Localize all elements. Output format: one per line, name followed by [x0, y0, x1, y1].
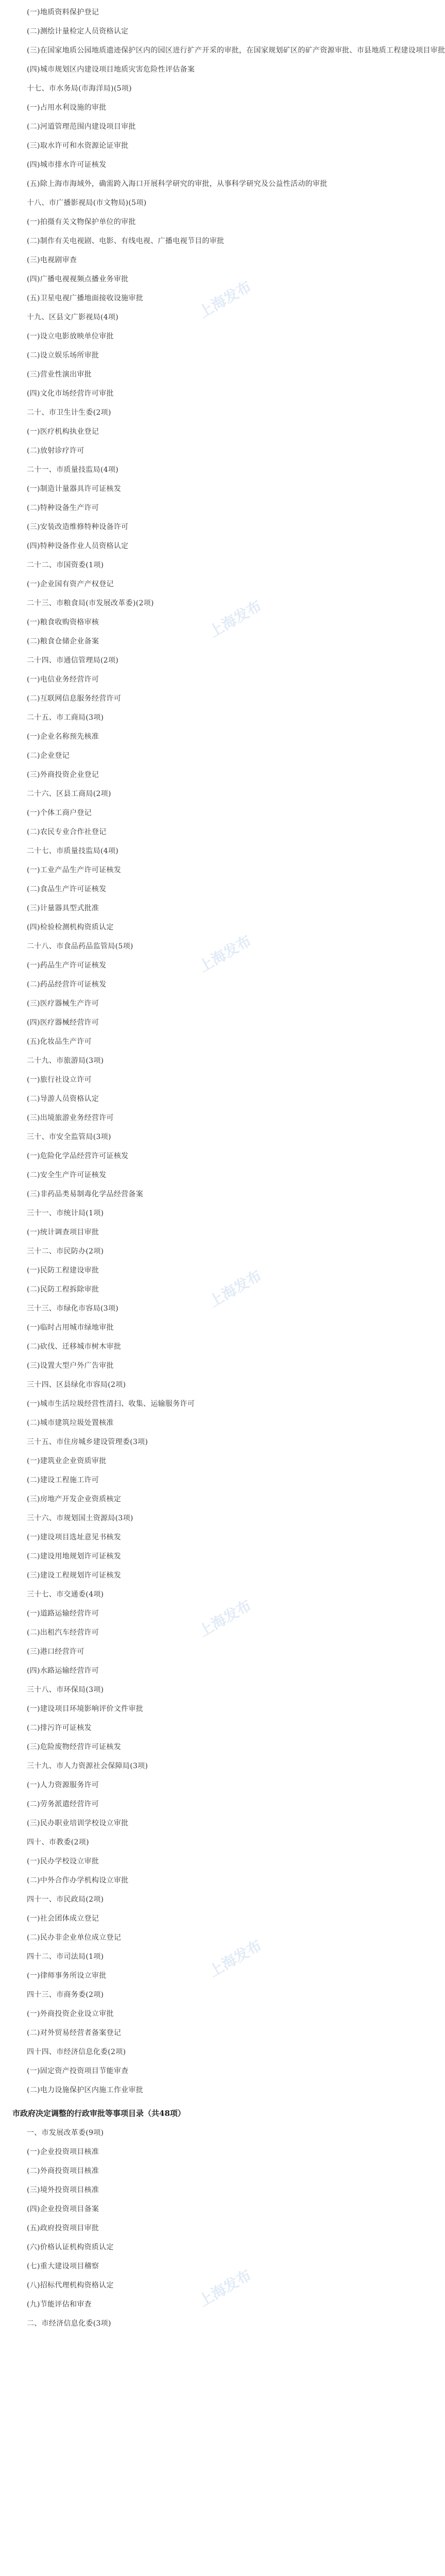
document-line: (五)政府投资项目审批	[27, 2224, 99, 2232]
document-list-part1	[12, 3, 445, 2100]
document-line: 十八、市广播影视局(市文物局)(5项)	[27, 199, 147, 207]
document-line: (三)建设工程规划许可证核发	[27, 1571, 122, 1580]
document-line: (一)危险化学品经营许可证核发	[27, 1152, 129, 1160]
watermark-logo: 上海发布	[196, 2266, 254, 2310]
document-line: (一)粮食收购资格审核	[27, 618, 99, 626]
document-line: 二十八、市食品药品监管局(5项)	[27, 942, 133, 951]
document-line: 二十一、市质量技监局(4项)	[27, 466, 119, 474]
document-line: (二)砍伐、迁移城市树木审批	[27, 1343, 122, 1351]
document-line: 三十二、市民防办(2项)	[27, 1247, 104, 1256]
document-line: 三十三、市绿化市容局(3项)	[27, 1304, 119, 1313]
document-line: 二、市经济信息化委(3项)	[27, 2319, 111, 2328]
document-line: (五)化妆品生产许可	[27, 1038, 92, 1046]
document-line: (一)企业国有资产产权登记	[27, 580, 114, 588]
document-line: (一)设立电影放映单位审批	[27, 332, 114, 341]
document-line: (二)企业登记	[27, 752, 70, 760]
document-line: (二)外商投资项目核准	[27, 2167, 99, 2175]
document-line: (一)制造计量器具许可证核发	[27, 485, 122, 493]
document-line: 三十一、市统计局(1项)	[27, 1209, 104, 1217]
document-line: (二)放射诊疗许可	[27, 447, 84, 455]
document-line: (二)建设用地规划许可证核发	[27, 1552, 122, 1561]
document-line: 三十四、区县绿化市容局(2项)	[27, 1381, 126, 1389]
document-line: (一)城市生活垃圾经营性清扫、收集、运输服务许可	[27, 1400, 195, 1408]
document-line: 二十五、市工商局(3项)	[27, 714, 104, 722]
document-line: (二)安全生产许可证核发	[27, 1171, 107, 1179]
document-line: (二)食品生产许可证核发	[27, 885, 107, 893]
document-line: (一)企业投资项目核准	[27, 2148, 99, 2156]
document-line: (五)卫星电视广播地面接收设施审批	[27, 294, 144, 302]
document-line: (三)境外投资项目核准	[27, 2186, 99, 2194]
document-line: (二)电力设施保护区内施工作业审批	[27, 2086, 144, 2094]
document-line: (二)设立娱乐场所审批	[27, 351, 99, 360]
document-line: (四)城市排水许可证核发	[27, 161, 107, 169]
document-line: (三)计量器具型式批准	[27, 904, 99, 912]
document-line: (一)民防工程建设审批	[27, 1266, 99, 1275]
document-line: 一、市发展改革委(9项)	[27, 2129, 104, 2137]
document-line: (二)制作有关电视剧、电影、有线电视、广播电视节目的审批	[27, 237, 225, 245]
document-line: (一)建设项目选址意见书核发	[27, 1533, 122, 1541]
document-line: 二十七、市质量技监局(4项)	[27, 847, 119, 855]
document-line: 二十四、市通信管理局(2项)	[27, 656, 119, 665]
document-line: (一)占用水利设施的审批	[27, 104, 107, 112]
document-line: 三十五、市住房城乡建设管理委(3项)	[27, 1438, 148, 1446]
document-line: (八)招标代理机构资格认定	[27, 2281, 114, 2290]
document-line: (三)民办职业培训学校设立审批	[27, 1819, 129, 1827]
document-line: 四十一、市民政局(2项)	[27, 1895, 104, 1904]
document-line: (二)粮食仓储企业备案	[27, 637, 99, 646]
document-line: (一)拍摄有关文物保护单位的审批	[27, 218, 136, 226]
watermark-logo: 上海发布	[196, 932, 254, 976]
document-line: (四)文化市场经营许可审批	[27, 389, 114, 398]
document-line: (二)测绘计量检定人员资格认定	[27, 27, 129, 36]
document-line: (二)建设工程施工许可	[27, 1476, 99, 1484]
document-line: (三)取水许可和水资源论证审批	[27, 142, 129, 150]
document-line: (二)药品经营许可证核发	[27, 980, 107, 989]
document-line: (三)外商投资企业登记	[27, 771, 99, 779]
watermark-logo: 上海发布	[206, 597, 265, 641]
document-line: 二十、市卫生计生委(2项)	[27, 409, 111, 417]
document-line: (三)非药品类易制毒化学品经营备案	[27, 1190, 144, 1198]
document-line: 二十九、市旅游局(3项)	[27, 1057, 104, 1065]
document-line: 三十八、市环保局(3项)	[27, 1686, 104, 1694]
document-line: (三)营业性演出审批	[27, 370, 92, 379]
document-line: (一)个体工商户登记	[27, 809, 92, 817]
document-line: (四)检验检测机构资质认定	[27, 923, 114, 931]
section-title: 市政府决定调整的行政审批等事项目录（共48项）	[12, 2109, 185, 2118]
document-line: (二)特种设备生产许可	[27, 504, 99, 512]
document-line: (一)人力资源服务许可	[27, 1781, 99, 1789]
document-line: (三)医疗器械生产许可	[27, 999, 99, 1008]
document-line: (二)中外合作办学机构设立审批	[27, 1876, 129, 1885]
document-line: (一)旅行社设立许可	[27, 1076, 92, 1084]
document-list-part2	[12, 2124, 312, 2333]
document-line: (九)节能评估和审查	[27, 2300, 92, 2309]
document-line: (一)药品生产许可证核发	[27, 961, 107, 970]
document-line: (四)城市规划区内建设项目地质灾害危险性评估备案	[27, 65, 195, 74]
document-line: (三)港口经营许可	[27, 1648, 84, 1656]
document-line: (二)出租汽车经营许可	[27, 1629, 99, 1637]
document-line: (四)企业投资项目备案	[27, 2205, 99, 2213]
document-line: (一)建筑业企业资质审批	[27, 1457, 107, 1465]
document-line: (三)安装改造维修特种设备许可	[27, 523, 129, 531]
document-line: (一)临时占用城市绿地审批	[27, 1324, 114, 1332]
document-line: (二)排污许可证核发	[27, 1724, 92, 1732]
document-line: 二十三、市粮食局(市发展改革委)(2项)	[27, 599, 154, 607]
document-line: (一)外商投资企业设立审批	[27, 2010, 114, 2018]
document-line: (三)电视剧审查	[27, 256, 77, 264]
document-line: (四)特种设备作业人员资格认定	[27, 542, 129, 550]
document-line: (三)在国家地质公园地质遗迹保护区内的园区进行扩产开采的审批，在国家规划矿区的矿产资源审批、市县地质工程建设项目审批	[27, 46, 445, 55]
document-line: (一)电信业务经营许可	[27, 675, 99, 684]
document-line: (三)危险废物经营许可证核发	[27, 1743, 122, 1751]
document-line: (六)价格认证机构资质认定	[27, 2243, 114, 2251]
document-line: (五)除上海市海域外，确需跨入海口开展科学研究的审批，从事科学研究及公益性活动的审批	[27, 180, 328, 188]
document-line: (四)广播电视视频点播业务审批	[27, 275, 129, 283]
document-line: (二)对外贸易经营者备案登记	[27, 2029, 122, 2037]
document-line: (一)建设项目环境影响评价文件审批	[27, 1705, 144, 1713]
document-line: (四)水路运输经营许可	[27, 1667, 99, 1675]
document-line: (三)设置大型户外广告审批	[27, 1362, 114, 1370]
document-line: 二十六、区县工商局(2项)	[27, 790, 111, 798]
document-line: 四十二、市司法局(1项)	[27, 1953, 104, 1961]
document-line: 十七、市水务局(市海洋局)(5项)	[27, 84, 132, 93]
document-line: (一)地质资料保护登记	[27, 8, 99, 16]
document-line: (一)统计调查项目审批	[27, 1228, 99, 1236]
document-line: 四十三、市商务委(2项)	[27, 1991, 104, 1999]
document-line: 四十四、市经济信息化委(2项)	[27, 2048, 126, 2056]
document-line: (二)互联网信息服务经营许可	[27, 694, 122, 703]
document-line: 二十二、市国资委(1项)	[27, 561, 104, 569]
document-line: (二)劳务派遣经营许可	[27, 1800, 99, 1808]
document-line: (二)河道管理范围内建设项目审批	[27, 123, 136, 131]
document-line: 三十、市安全监管局(3项)	[27, 1133, 111, 1141]
document-line: (七)重大建设项目稽察	[27, 2262, 99, 2270]
watermark-logo: 上海发布	[206, 1937, 265, 1980]
watermark-logo: 上海发布	[196, 278, 254, 321]
document-line: 三十九、市人力资源社会保障局(3项)	[27, 1762, 148, 1770]
document-line: (二)城市建筑垃圾处置核准	[27, 1419, 114, 1427]
document-line: (一)固定资产投资项目节能审查	[27, 2067, 129, 2075]
document-line: (二)导游人员资格认定	[27, 1095, 99, 1103]
document-line: 三十六、市规划国土资源局(3项)	[27, 1514, 133, 1522]
document-line: (一)律师事务所设立审批	[27, 1972, 107, 1980]
document-line: 三十七、市交通委(4项)	[27, 1590, 104, 1599]
document-line: (二)民办非企业单位成立登记	[27, 1934, 122, 1942]
document-line: (一)民办学校设立审批	[27, 1857, 99, 1866]
watermark-logo: 上海发布	[206, 1267, 265, 1311]
document-line: (一)医疗机构执业登记	[27, 428, 99, 436]
document-line: (二)农民专业合作社登记	[27, 828, 107, 836]
document-line: (一)社会团体成立登记	[27, 1914, 99, 1923]
document-line: (一)道路运输经营许可	[27, 1609, 99, 1618]
document-line: 四十、市教委(2项)	[27, 1838, 89, 1846]
document-line: (三)房地产开发企业资质核定	[27, 1495, 122, 1503]
document-line: (一)工业产品生产许可证核发	[27, 866, 122, 874]
document-line: (三)出境旅游业务经营许可	[27, 1114, 114, 1122]
document-line: (二)民防工程拆除审批	[27, 1285, 99, 1294]
document-line: (一)企业名称预先核准	[27, 733, 99, 741]
document-line: 十九、区县文广影视局(4项)	[27, 313, 119, 321]
watermark-logo: 上海发布	[196, 1597, 254, 1640]
document-line: (四)医疗器械经营许可	[27, 1019, 99, 1027]
